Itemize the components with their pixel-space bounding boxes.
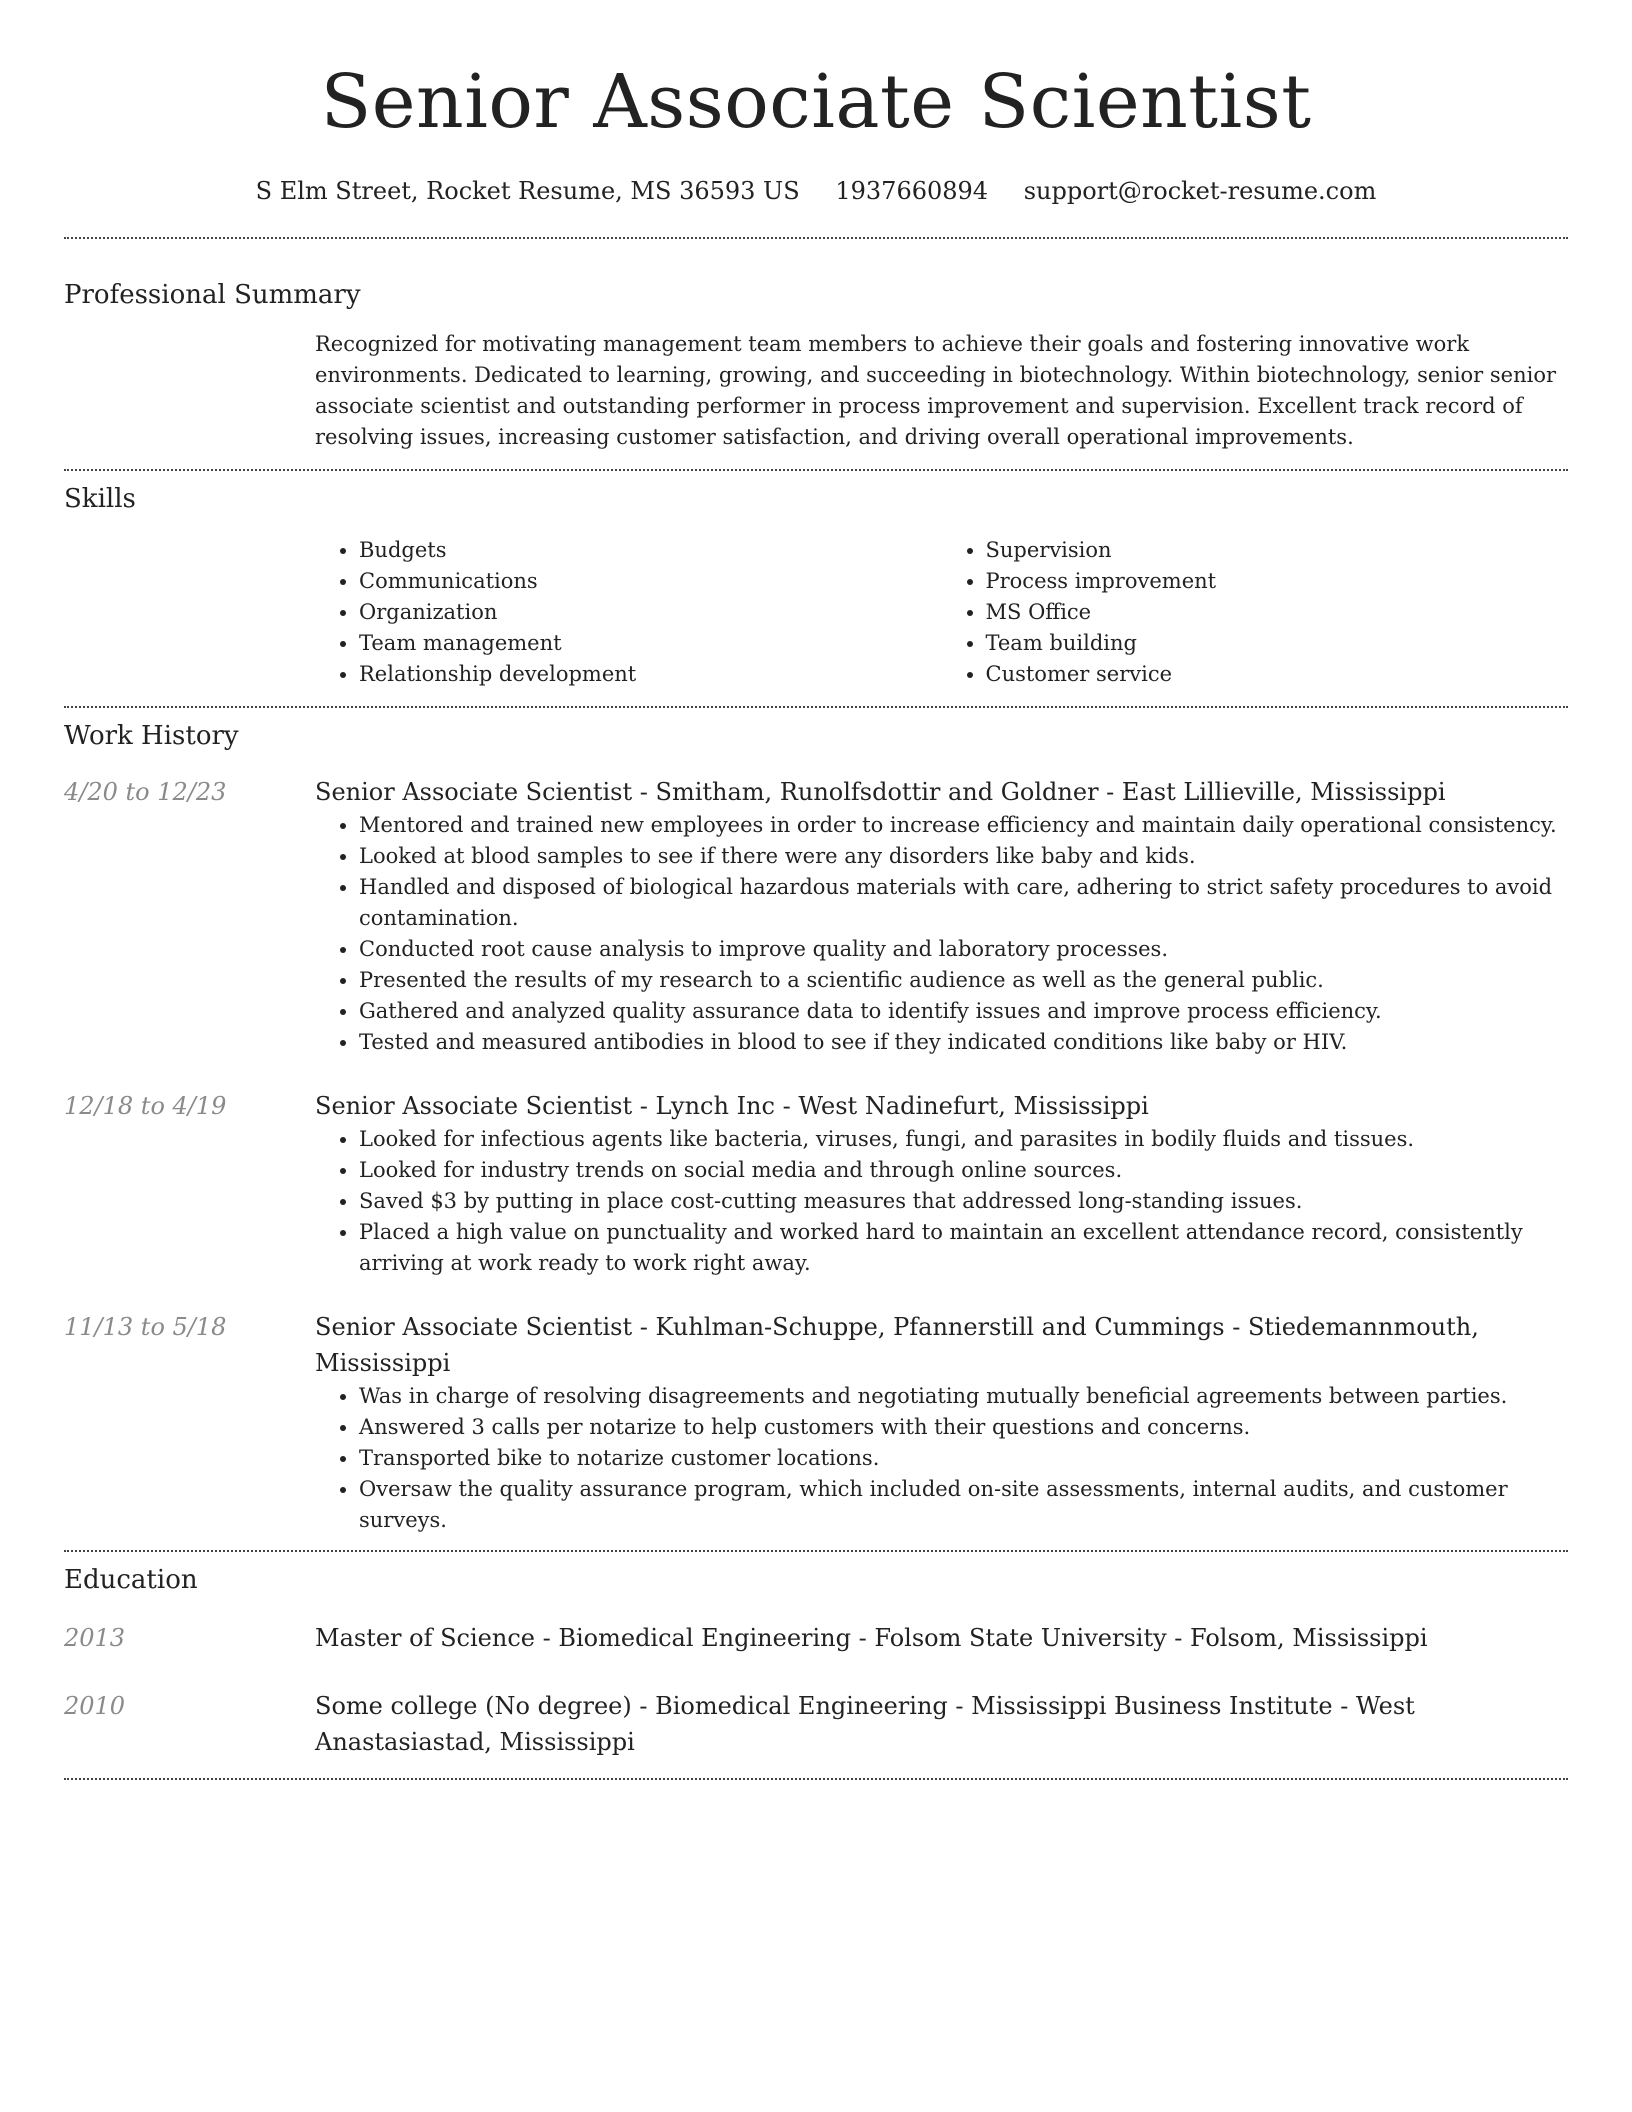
contact-phone: 1937660894 <box>835 177 989 205</box>
summary-text: Recognized for motivating management team members to achieve their goals and fostering innovative work environments. Dedicated to learning, growing, and succeeding in biotechnology. Within biotechnology, senior senior associate scientist and outstanding performer in process improvement and supervision. Excellent track record of resolving issues, increasing customer satisfaction, and driving overall operational improvements. <box>315 332 1557 449</box>
education-date: 2013 <box>64 1624 126 1652</box>
job-bullet: • Answered 3 calls per notarize to help customers with their questions and concerns. <box>359 1412 1568 1443</box>
resume-page <box>64 0 1568 1780</box>
contact-line <box>64 174 1568 208</box>
job-bullet: • Handled and disposed of biological hazardous materials with care, adhering to strict safety procedures to avoid contamination. <box>359 872 1568 934</box>
job-bullets <box>315 1381 1568 1536</box>
section-education <box>64 1552 1568 1760</box>
job-body <box>315 1088 1568 1279</box>
job-bullets <box>315 810 1568 1058</box>
contact-address: S Elm Street, Rocket Resume, MS 36593 US <box>255 177 800 205</box>
job-title: Senior Associate Scientist - Lynch Inc - West Nadinefurt, Mississippi <box>315 1092 1149 1120</box>
skills-list-left <box>315 535 942 690</box>
job-body <box>315 774 1568 1058</box>
skill-item: • Relationship development <box>359 659 942 690</box>
job-bullet: • Was in charge of resolving disagreements and negotiating mutually beneficial agreements between parties. <box>359 1381 1568 1412</box>
skills-grid <box>315 535 1568 690</box>
summary-title: Professional Summary <box>64 280 361 310</box>
job-body <box>315 1309 1568 1536</box>
education-body <box>315 1688 1568 1760</box>
skill-item: • Customer service <box>986 659 1569 690</box>
job-title: Senior Associate Scientist - Kuhlman-Schuppe, Pfannerstill and Cummings - Stiedemannmouth, Mississippi <box>315 1313 1479 1377</box>
job-date: 11/13 to 5/18 <box>64 1313 227 1341</box>
education-entry <box>64 1620 1568 1656</box>
education-title-line: Some college (No degree) - Biomedical Engineering - Mississippi Business Institute - West Anastasiastad, Mississippi <box>315 1692 1415 1756</box>
skill-item: • Team management <box>359 628 942 659</box>
job-bullet: • Mentored and trained new employees in order to increase efficiency and maintain daily operational consistency. <box>359 810 1568 841</box>
job-bullet: • Placed a high value on punctuality and worked hard to maintain an excellent attendance record, consistently arriving at work ready to work right away. <box>359 1217 1568 1279</box>
job-bullet: • Saved $3 by putting in place cost-cutting measures that addressed long-standing issues. <box>359 1186 1568 1217</box>
job-bullet: • Transported bike to notarize customer locations. <box>359 1443 1568 1474</box>
education-title: Education <box>64 1565 198 1595</box>
job-bullet: • Conducted root cause analysis to improve quality and laboratory processes. <box>359 934 1568 965</box>
job-bullet: • Gathered and analyzed quality assurance data to identify issues and improve process efficiency. <box>359 996 1568 1027</box>
section-skills <box>64 471 1568 690</box>
job-date: 4/20 to 12/23 <box>64 778 227 806</box>
candidate-name: Senior Associate Scientist <box>320 59 1312 145</box>
resume-header <box>64 52 1568 208</box>
work-history-title: Work History <box>64 721 239 751</box>
skill-item: • Communications <box>359 566 942 597</box>
job-bullet: • Oversaw the quality assurance program, which included on-site assessments, internal audits, and customer surveys. <box>359 1474 1568 1536</box>
skills-list-right <box>942 535 1569 690</box>
job-bullet: • Looked at blood samples to see if there were any disorders like baby and kids. <box>359 841 1568 872</box>
job-bullet: • Looked for infectious agents like bacteria, viruses, fungi, and parasites in bodily fluids and tissues. <box>359 1124 1568 1155</box>
job-bullet: • Looked for industry trends on social media and through online sources. <box>359 1155 1568 1186</box>
skill-item: • Process improvement <box>986 566 1569 597</box>
job-bullet: • Tested and measured antibodies in blood to see if they indicated conditions like baby or HIV. <box>359 1027 1568 1058</box>
education-body <box>315 1620 1568 1656</box>
job-title: Senior Associate Scientist - Smitham, Runolfsdottir and Goldner - East Lillieville, Mississippi <box>315 778 1446 806</box>
job-entry <box>64 1309 1568 1536</box>
job-entry <box>64 1088 1568 1279</box>
contact-email: support@rocket-resume.com <box>1023 177 1377 205</box>
skills-title: Skills <box>64 484 136 514</box>
job-bullets <box>315 1124 1568 1279</box>
job-bullet: • Presented the results of my research to a scientific audience as well as the general public. <box>359 965 1568 996</box>
skill-item: • Budgets <box>359 535 942 566</box>
skill-item: • Supervision <box>986 535 1569 566</box>
skill-item: • Organization <box>359 597 942 628</box>
skill-item: • MS Office <box>986 597 1569 628</box>
education-title-line: Master of Science - Biomedical Engineering - Folsom State University - Folsom, Mississippi <box>315 1624 1428 1652</box>
education-entry <box>64 1688 1568 1760</box>
skill-item: • Team building <box>986 628 1569 659</box>
job-date: 12/18 to 4/19 <box>64 1092 227 1120</box>
section-work-history <box>64 708 1568 1536</box>
divider-education <box>64 1778 1568 1780</box>
job-entry <box>64 774 1568 1058</box>
section-summary <box>64 239 1568 453</box>
education-date: 2010 <box>64 1692 126 1720</box>
